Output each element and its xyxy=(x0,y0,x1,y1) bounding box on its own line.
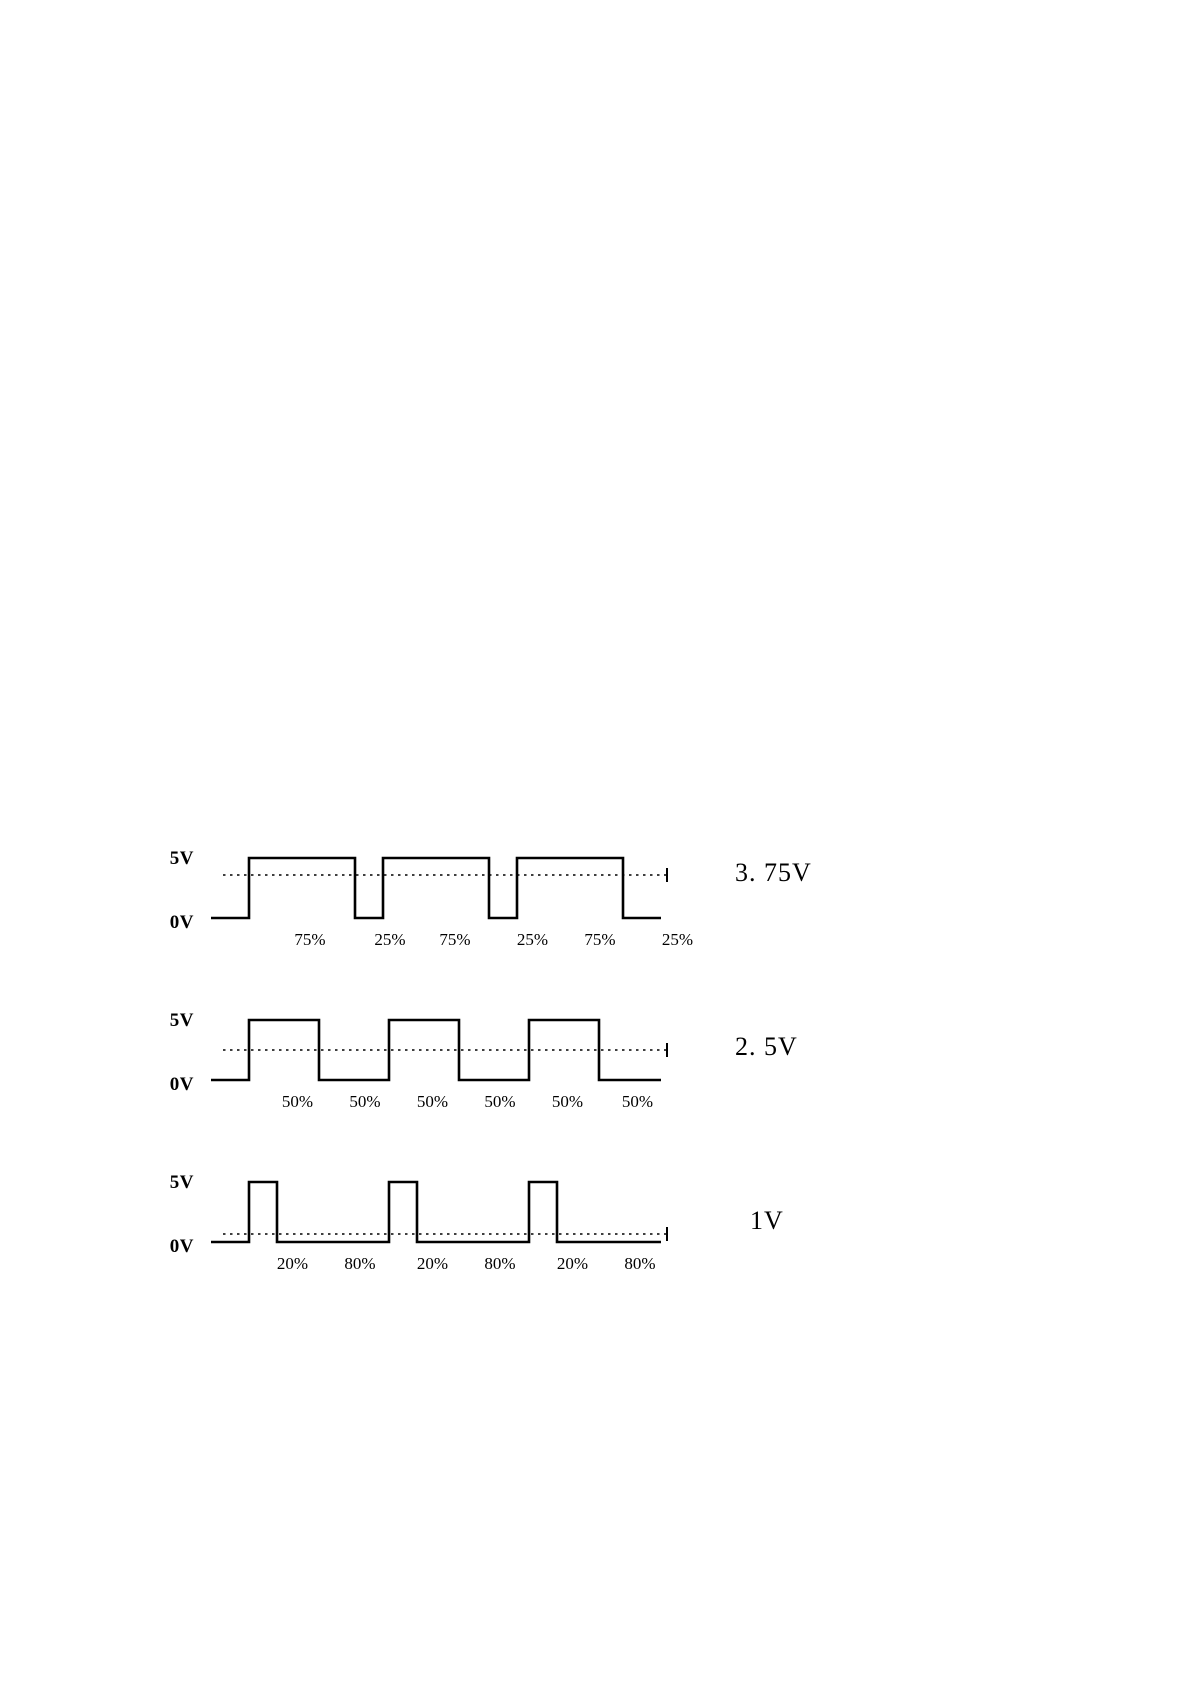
duty-label: 75% xyxy=(294,930,326,949)
duty-label: 50% xyxy=(349,1092,381,1111)
pwm-waveform-figure xyxy=(150,830,870,1280)
duty-label: 25% xyxy=(516,930,549,949)
duty-labels-row-2 xyxy=(205,1092,705,1116)
waveform-trace-3 xyxy=(211,1182,661,1242)
waveform-plot-3 xyxy=(205,1154,705,1254)
waveform-svg-1 xyxy=(205,830,705,935)
waveform-chart-20 xyxy=(150,1154,870,1284)
duty-label: 25% xyxy=(374,930,406,949)
waveform-trace-1 xyxy=(211,858,661,918)
duty-labels-row-3 xyxy=(205,1254,705,1278)
duty-label: 50% xyxy=(484,1092,516,1111)
y-axis-low-label-2: 0V xyxy=(169,1074,194,1095)
average-voltage-label-3: 1V xyxy=(750,1206,784,1235)
waveform-plot-1 xyxy=(205,830,705,930)
waveform-chart-75 xyxy=(150,830,870,970)
waveform-chart-50 xyxy=(150,992,870,1132)
duty-label: 50% xyxy=(416,1092,449,1111)
waveform-svg-2 xyxy=(205,992,705,1097)
duty-label: 50% xyxy=(551,1092,584,1111)
duty-label: 75% xyxy=(439,930,471,949)
duty-label: 25% xyxy=(661,930,694,949)
duty-label: 50% xyxy=(621,1092,654,1111)
duty-label: 20% xyxy=(276,1254,309,1273)
duty-label: 50% xyxy=(281,1092,314,1111)
duty-label: 80% xyxy=(484,1254,516,1273)
average-voltage-label-2: 2. 5V xyxy=(735,1032,798,1061)
duty-label: 75% xyxy=(584,930,616,949)
waveform-svg-3 xyxy=(205,1154,705,1259)
average-voltage-label-1: 3. 75V xyxy=(735,858,812,887)
y-axis-high-label-1: 5V xyxy=(169,848,194,869)
y-axis-high-label-3: 5V xyxy=(169,1172,194,1193)
duty-label: 20% xyxy=(416,1254,449,1273)
duty-label: 80% xyxy=(624,1254,656,1273)
y-axis-high-label-2: 5V xyxy=(169,1010,194,1031)
duty-label: 20% xyxy=(556,1254,589,1273)
duty-labels-row-1 xyxy=(205,930,705,954)
y-axis-low-label-1: 0V xyxy=(169,912,194,933)
waveform-trace-2 xyxy=(211,1020,661,1080)
duty-label: 80% xyxy=(344,1254,376,1273)
y-axis-low-label-3: 0V xyxy=(169,1236,194,1257)
waveform-plot-2 xyxy=(205,992,705,1092)
